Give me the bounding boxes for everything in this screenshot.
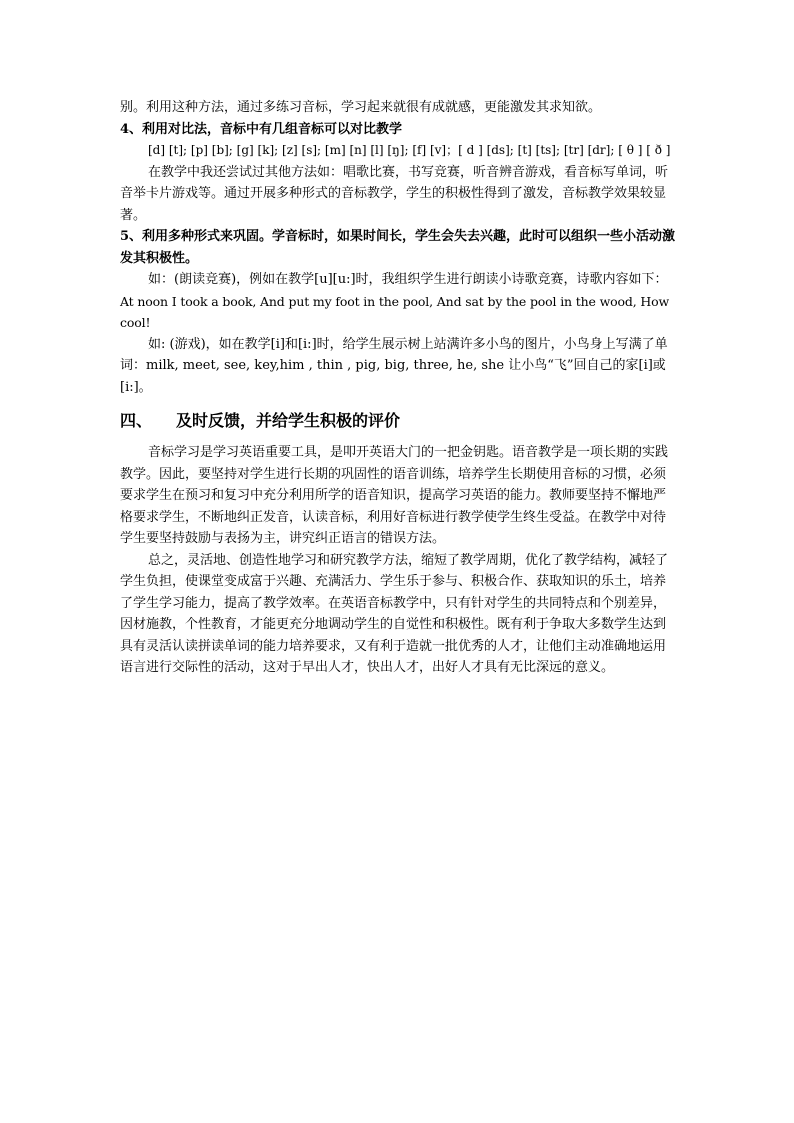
- paragraph-continuation: 别。利用这种方法，通过多练习音标，学习起来就很有成就感，更能激发其求知欲。: [120, 100, 602, 115]
- paragraph-other-methods: 在教学中我还尝试过其他方法如：唱歌比赛，书写竞赛，听音辨音游戏，看音标写单词，听音举卡片游戏等。通过开展多种形式的音标教学，学生的积极性得到了激发，音标教学效果较显著。: [120, 164, 669, 223]
- paragraph-feedback: 音标学习是学习英语重要工具，是叩开英语大门的一把金钥匙。语音教学是一项长期的实践教学。因此，要坚持对学生进行长期的巩固性的语音训练，培养学生长期使用音标的习惯，必须要求学生在预习和复习中充分利用所学的语音知识，提高学习英语的能力。教师要坚持不懈地严格要求学生，不断地纠正发音，认读音标，利用好音标进行教学使学生终生受益。在教学中对待学生要坚持鼓励与表扬为主，讲究纠正语言的错误方法。: [120, 445, 669, 546]
- section-number: 四、: [120, 411, 153, 430]
- paragraph-game: 如: (游戏)，如在教学[i]和[i:]时，给学生展示树上站满许多小鸟的图片，小鸟身上写满了单词：milk, meet, see, key,him , thin , pig, big, three, he, she 让小鸟“飞”回自己的家[i]或[i:]。: [120, 336, 668, 395]
- poem-text: At noon I took a book, And put my foot in the pool, And sat by the pool in the wood, How cool!: [120, 293, 670, 330]
- heading-method-4: 4、利用对比法，音标中有几组音标可以对比教学: [120, 121, 403, 137]
- paragraph-conclusion: 总之，灵活地、创造性地学习和研究教学方法，缩短了教学周期，优化了教学结构，减轻了学生负担，使课堂变成富于兴趣、充满活力、学生乐于参与、积极合作、获取知识的乐土，培养了学生学习能力，提高了教学效率。在英语音标教学中，只有针对学生的共同特点和个别差异，因材施教，个性教育，才能更充分地调动学生的自觉性和积极性。既有利于争取大多数学生达到具有灵活认读拼读单词的能力培养要求，又有利于造就一批优秀的人才，让他们主动准确地运用语言进行交际性的活动，这对于早出人才，快出人才，出好人才具有无比深远的意义。: [120, 552, 669, 675]
- heading-method-5: 5、利用多种形式来巩固。学音标时，如果时间长，学生会失去兴趣，此时可以组织一些小活动激发其积极性。: [120, 229, 676, 266]
- section-heading-4: [120, 410, 676, 432]
- paragraph-reading-contest: 如：(朗读竞赛)，例如在教学[u][u:]时，我组织学生进行朗读小诗歌竞赛，诗歌内容如下：: [148, 272, 668, 287]
- section-title: 及时反馈，并给学生积极的评价: [176, 411, 401, 430]
- phonetic-pairs: [d] [t]; [p] [b]; [g] [k]; [z] [s]; [m] [n] [l] [ŋ]; [f] [v]；[ d ] [ds]; [t] [ts]; [tr] [dr]; [ θ ] [ ð ]: [148, 143, 671, 157]
- document-body: [120, 97, 676, 679]
